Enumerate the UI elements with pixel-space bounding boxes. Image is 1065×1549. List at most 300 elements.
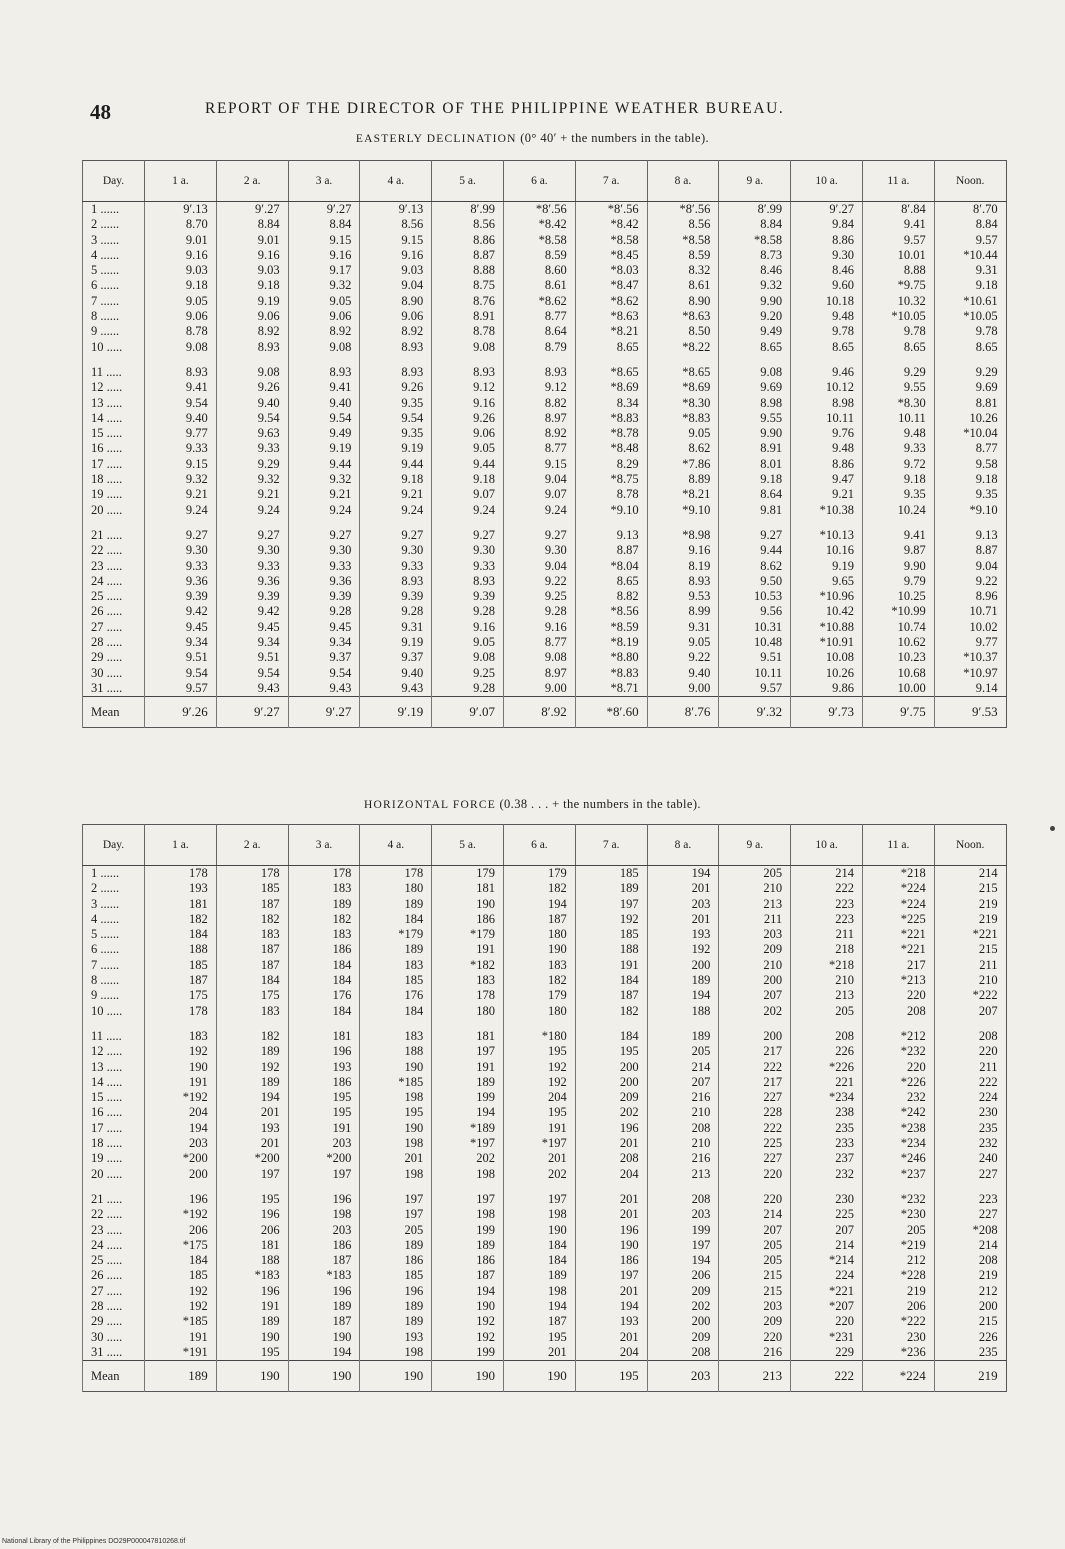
declination-cell: *10.61 [934,294,1006,309]
force-cell: 201 [503,1151,575,1166]
declination-cell: 9.04 [360,278,432,293]
declination-cell: 8.65 [934,340,1006,355]
force-cell: 216 [647,1151,719,1166]
force-cell: 201 [575,1136,647,1151]
force-cell: 209 [647,1330,719,1345]
declination-cell: 9.16 [145,248,217,263]
force-mean-cell: 190 [360,1361,432,1392]
force-cell: 230 [862,1330,934,1345]
declination-row [83,635,1007,650]
force-cell: 188 [647,1004,719,1019]
force-cell: 186 [288,942,360,957]
force-cell: 181 [432,1019,504,1044]
force-cell: *200 [288,1151,360,1166]
declination-cell: *7.86 [647,457,719,472]
force-mean-cell: 190 [432,1361,504,1392]
declination-day-label: 6 ...... [83,278,145,293]
force-cell: 201 [647,881,719,896]
declination-cell: 9.31 [934,263,1006,278]
declination-day-label: 21 ..... [83,518,145,543]
force-cell: 183 [145,1019,217,1044]
declination-day-label: 15 ..... [83,426,145,441]
declination-cell: 9.18 [216,278,288,293]
force-cell: 184 [360,1004,432,1019]
force-cell: 194 [575,1299,647,1314]
force-cell: 178 [145,1004,217,1019]
declination-cell: 9.06 [360,309,432,324]
force-cell: 182 [216,1019,288,1044]
declination-cell: 10.32 [862,294,934,309]
declination-cell: 8.50 [647,324,719,339]
force-column-header: Day. [83,825,145,866]
force-row [83,1284,1007,1299]
declination-cell: 9.58 [934,457,1006,472]
force-cell: *189 [432,1121,504,1136]
force-cell: 226 [791,1044,863,1059]
force-row [83,1075,1007,1090]
force-cell: 199 [432,1345,504,1361]
force-cell: 190 [503,942,575,957]
force-cell: 196 [216,1284,288,1299]
force-caption [0,797,1065,812]
declination-cell: 9.41 [145,380,217,395]
force-cell: 197 [575,897,647,912]
force-cell: 227 [934,1207,1006,1222]
declination-cell: 8′.84 [862,202,934,218]
force-cell: 232 [862,1090,934,1105]
force-cell: 209 [575,1090,647,1105]
declination-cell: 9.24 [360,503,432,518]
force-cell: 195 [216,1182,288,1207]
force-cell: 201 [216,1136,288,1151]
declination-cell: 9.33 [862,441,934,456]
declination-row [83,294,1007,309]
force-cell: 198 [503,1284,575,1299]
declination-mean-cell: 9′.07 [432,697,504,728]
force-cell: 205 [862,1223,934,1238]
force-cell: 216 [647,1090,719,1105]
force-cell: 195 [288,1105,360,1120]
declination-day-label: 31 ..... [83,681,145,697]
declination-cell: 9.01 [145,233,217,248]
force-row [83,1182,1007,1207]
force-cell: 190 [216,1330,288,1345]
declination-day-label: 7 ...... [83,294,145,309]
declination-row [83,666,1007,681]
declination-cell: 9.27 [145,518,217,543]
force-cell: 232 [791,1167,863,1182]
declination-cell: *10.44 [934,248,1006,263]
declination-cell: 9.34 [288,635,360,650]
force-cell: 237 [791,1151,863,1166]
force-cell: 230 [934,1105,1006,1120]
declination-day-label: 24 ..... [83,574,145,589]
declination-day-label: 22 ..... [83,543,145,558]
force-cell: 211 [791,927,863,942]
force-cell: 214 [791,1238,863,1253]
force-cell: 184 [575,973,647,988]
declination-cell: 9.44 [719,543,791,558]
declination-cell: 9.57 [934,233,1006,248]
declination-cell: 8.64 [719,487,791,502]
running-head: REPORT OF THE DIRECTOR OF THE PHILIPPINE WEATHER BUREAU. [205,100,785,117]
force-cell: 223 [934,1182,1006,1207]
declination-cell: 9.33 [216,559,288,574]
force-cell: *232 [862,1182,934,1207]
force-cell: 196 [575,1223,647,1238]
declination-cell: 9.00 [647,681,719,697]
force-cell: *218 [862,866,934,882]
declination-mean-cell: 9′.75 [862,697,934,728]
force-cell: 208 [647,1182,719,1207]
declination-cell: 10.53 [719,589,791,604]
force-cell: 176 [360,988,432,1003]
declination-cell: 9.08 [719,355,791,380]
force-cell: 200 [719,973,791,988]
declination-cell: 9.30 [145,543,217,558]
declination-cell: 9.84 [791,217,863,232]
declination-cell: 9.57 [719,681,791,697]
force-cell: 178 [288,866,360,882]
declination-row [83,620,1007,635]
force-cell: 187 [288,1253,360,1268]
declination-cell: 9.00 [503,681,575,697]
declination-cell: 9.78 [934,324,1006,339]
declination-cell: *8.83 [647,411,719,426]
declination-cell: 10.23 [862,650,934,665]
declination-cell: *10.88 [791,620,863,635]
force-cell: 191 [145,1330,217,1345]
declination-cell: 8.84 [719,217,791,232]
force-cell: 184 [216,973,288,988]
declination-row [83,355,1007,380]
force-day-label: 23 ..... [83,1223,145,1238]
declination-cell: 9.41 [862,518,934,543]
force-cell: 189 [360,1314,432,1329]
declination-cell: 9.32 [145,472,217,487]
force-cell: 201 [575,1182,647,1207]
force-cell: 201 [647,912,719,927]
force-cell: 175 [216,988,288,1003]
declination-cell: 9′.13 [145,202,217,218]
declination-cell: 9.28 [503,604,575,619]
declination-row [83,396,1007,411]
force-cell: 185 [360,973,432,988]
force-cell: 192 [432,1314,504,1329]
force-cell: 225 [791,1207,863,1222]
force-cell: 189 [288,897,360,912]
declination-cell: 9.22 [647,650,719,665]
declination-table [82,160,1007,728]
declination-cell: 8.46 [791,263,863,278]
force-cell: 187 [216,942,288,957]
declination-cell: 9.06 [145,309,217,324]
declination-cell: 10.08 [791,650,863,665]
force-cell: *213 [862,973,934,988]
declination-cell: 9.26 [360,380,432,395]
force-column-header: 5 a. [432,825,504,866]
declination-cell: 9.40 [647,666,719,681]
force-cell: 212 [934,1284,1006,1299]
declination-mean-cell: 8′.76 [647,697,719,728]
declination-cell: 9.05 [145,294,217,309]
force-row [83,1238,1007,1253]
declination-cell: 10.11 [862,411,934,426]
force-cell: 189 [360,897,432,912]
declination-row [83,426,1007,441]
force-cell: 195 [503,1105,575,1120]
declination-cell: 9.29 [934,355,1006,380]
declination-cell: 9.28 [360,604,432,619]
force-cell: 229 [791,1345,863,1361]
declination-mean-label: Mean [83,697,145,728]
force-column-header: 1 a. [145,825,217,866]
force-cell: 220 [934,1044,1006,1059]
declination-day-label: 3 ...... [83,233,145,248]
declination-cell: 9.29 [216,457,288,472]
declination-day-label: 2 ...... [83,217,145,232]
force-cell: 183 [360,958,432,973]
declination-column-header: 8 a. [647,161,719,202]
force-cell: 204 [503,1090,575,1105]
declination-row [83,217,1007,232]
force-cell: 215 [934,881,1006,896]
declination-cell: 9.45 [216,620,288,635]
declination-cell: *8.21 [575,324,647,339]
force-mean-cell: 222 [791,1361,863,1392]
force-cell: 178 [145,866,217,882]
force-day-label: 27 ..... [83,1284,145,1299]
force-cell: 183 [503,958,575,973]
declination-cell: 8.60 [503,263,575,278]
force-cell: 209 [647,1284,719,1299]
declination-cell: 9.33 [432,559,504,574]
declination-cell: 8.99 [647,604,719,619]
declination-column-header: 11 a. [862,161,934,202]
force-cell: 192 [216,1060,288,1075]
force-cell: 192 [432,1330,504,1345]
force-cell: 192 [647,942,719,957]
declination-cell: 9.31 [647,620,719,635]
declination-cell: 9.32 [288,278,360,293]
force-cell: 194 [647,866,719,882]
force-cell: 220 [862,988,934,1003]
declination-cell: 8.93 [288,355,360,380]
declination-cell: 9.16 [432,620,504,635]
declination-cell: 8.78 [145,324,217,339]
force-cell: 197 [216,1167,288,1182]
force-cell: 211 [934,1060,1006,1075]
force-cell: 190 [360,1060,432,1075]
declination-cell: 9′.27 [791,202,863,218]
declination-cell: 9.41 [862,217,934,232]
declination-cell: *8.80 [575,650,647,665]
declination-cell: *8.83 [575,666,647,681]
declination-mean-cell: 9′.53 [934,697,1006,728]
declination-cell: 8.59 [647,248,719,263]
declination-cell: 9.26 [432,411,504,426]
force-cell: 191 [503,1121,575,1136]
force-cell: 182 [575,1004,647,1019]
force-cell: 183 [288,881,360,896]
force-cell: 182 [288,912,360,927]
declination-cell: *8.75 [575,472,647,487]
force-cell: 213 [647,1167,719,1182]
force-mean-cell: 195 [575,1361,647,1392]
declination-cell: 8.61 [647,278,719,293]
force-day-label: 15 ..... [83,1090,145,1105]
declination-cell: 9.48 [862,426,934,441]
force-cell: 179 [503,988,575,1003]
declination-cell: 9.27 [360,518,432,543]
force-cell: 203 [647,897,719,912]
declination-cell: *10.38 [791,503,863,518]
declination-cell: 8.93 [647,574,719,589]
force-cell: *212 [862,1019,934,1044]
declination-cell: 9.28 [288,604,360,619]
force-row [83,912,1007,927]
declination-cell: 9.30 [288,543,360,558]
force-cell: 215 [719,1268,791,1283]
declination-column-header: 7 a. [575,161,647,202]
force-cell: 192 [145,1284,217,1299]
force-cell: 210 [647,1136,719,1151]
declination-mean-cell: 9′.27 [216,697,288,728]
declination-cell: 9.03 [216,263,288,278]
force-cell: *180 [503,1019,575,1044]
force-cell: 195 [288,1090,360,1105]
declination-caption-title: EASTERLY DECLINATION [355,133,517,145]
declination-cell: 9.03 [360,263,432,278]
force-cell: 190 [575,1238,647,1253]
declination-cell: 9.21 [360,487,432,502]
force-row [83,897,1007,912]
declination-day-label: 10 ..... [83,340,145,355]
declination-cell: 10.62 [862,635,934,650]
declination-cell: 8.65 [575,574,647,589]
declination-cell: 9.25 [503,589,575,604]
declination-cell: 8.91 [719,441,791,456]
force-cell: 184 [360,912,432,927]
force-cell: 201 [216,1105,288,1120]
force-cell: 223 [791,912,863,927]
force-day-label: 21 ..... [83,1182,145,1207]
declination-cell: 9.44 [432,457,504,472]
declination-cell: 9.57 [862,233,934,248]
force-cell: 214 [934,866,1006,882]
force-day-label: 3 ...... [83,897,145,912]
force-cell: 220 [719,1330,791,1345]
force-cell: 200 [719,1019,791,1044]
declination-cell: 9.24 [432,503,504,518]
declination-cell: 9.08 [432,340,504,355]
declination-cell: 9.04 [503,472,575,487]
declination-cell: *8.69 [647,380,719,395]
declination-cell: 9.37 [288,650,360,665]
declination-row [83,411,1007,426]
force-day-label: 25 ..... [83,1253,145,1268]
declination-cell: 9.37 [360,650,432,665]
declination-cell: 9.36 [216,574,288,589]
declination-cell: 9.06 [432,426,504,441]
declination-cell: 9.24 [216,503,288,518]
declination-cell: 9.19 [791,559,863,574]
force-cell: 208 [862,1004,934,1019]
declination-cell: 9.45 [288,620,360,635]
force-cell: *221 [862,942,934,957]
force-cell: 228 [719,1105,791,1120]
force-cell: 212 [862,1253,934,1268]
force-cell: 232 [934,1136,1006,1151]
declination-cell: 9.54 [288,411,360,426]
force-cell: *230 [862,1207,934,1222]
force-cell: 186 [360,1253,432,1268]
force-cell: 221 [791,1075,863,1090]
declination-cell: 9.22 [503,574,575,589]
force-cell: 186 [288,1238,360,1253]
declination-cell: *8.30 [647,396,719,411]
force-cell: 235 [934,1121,1006,1136]
declination-cell: 9.07 [432,487,504,502]
force-cell: 188 [145,942,217,957]
declination-row [83,441,1007,456]
force-row [83,1004,1007,1019]
declination-cell: 9.51 [145,650,217,665]
declination-cell: 9.33 [145,441,217,456]
force-cell: 227 [719,1090,791,1105]
declination-cell: 9.40 [360,666,432,681]
force-cell: 185 [575,866,647,882]
declination-cell: 9.05 [288,294,360,309]
declination-cell: 10.26 [934,411,1006,426]
force-day-label: 24 ..... [83,1238,145,1253]
declination-cell: *8.04 [575,559,647,574]
force-cell: 210 [647,1105,719,1120]
declination-cell: 8.93 [503,355,575,380]
force-cell: 202 [719,1004,791,1019]
declination-cell: *8.71 [575,681,647,697]
declination-cell: 9.18 [862,472,934,487]
declination-cell: 9.19 [360,441,432,456]
force-row [83,1268,1007,1283]
force-mean-cell: *224 [862,1361,934,1392]
declination-cell: *8.45 [575,248,647,263]
force-cell: 196 [288,1182,360,1207]
declination-cell: 9.40 [288,396,360,411]
force-cell: 205 [719,1253,791,1268]
force-mean-cell: 213 [719,1361,791,1392]
declination-cell: 9.40 [145,411,217,426]
declination-cell: *8.21 [647,487,719,502]
force-cell: 189 [647,973,719,988]
force-cell: 203 [288,1136,360,1151]
force-cell: *237 [862,1167,934,1182]
force-row [83,1105,1007,1120]
force-row [83,1044,1007,1059]
force-cell: 206 [216,1223,288,1238]
declination-cell: 10.42 [791,604,863,619]
declination-cell: 9.19 [288,441,360,456]
force-cell: 182 [145,912,217,927]
declination-cell: 8.93 [432,355,504,380]
declination-cell: 10.02 [934,620,1006,635]
force-cell: 195 [503,1044,575,1059]
declination-cell: 9.04 [503,559,575,574]
declination-cell: 9.24 [145,503,217,518]
declination-cell: 9.06 [216,309,288,324]
force-cell: 176 [288,988,360,1003]
declination-cell: 8.84 [934,217,1006,232]
